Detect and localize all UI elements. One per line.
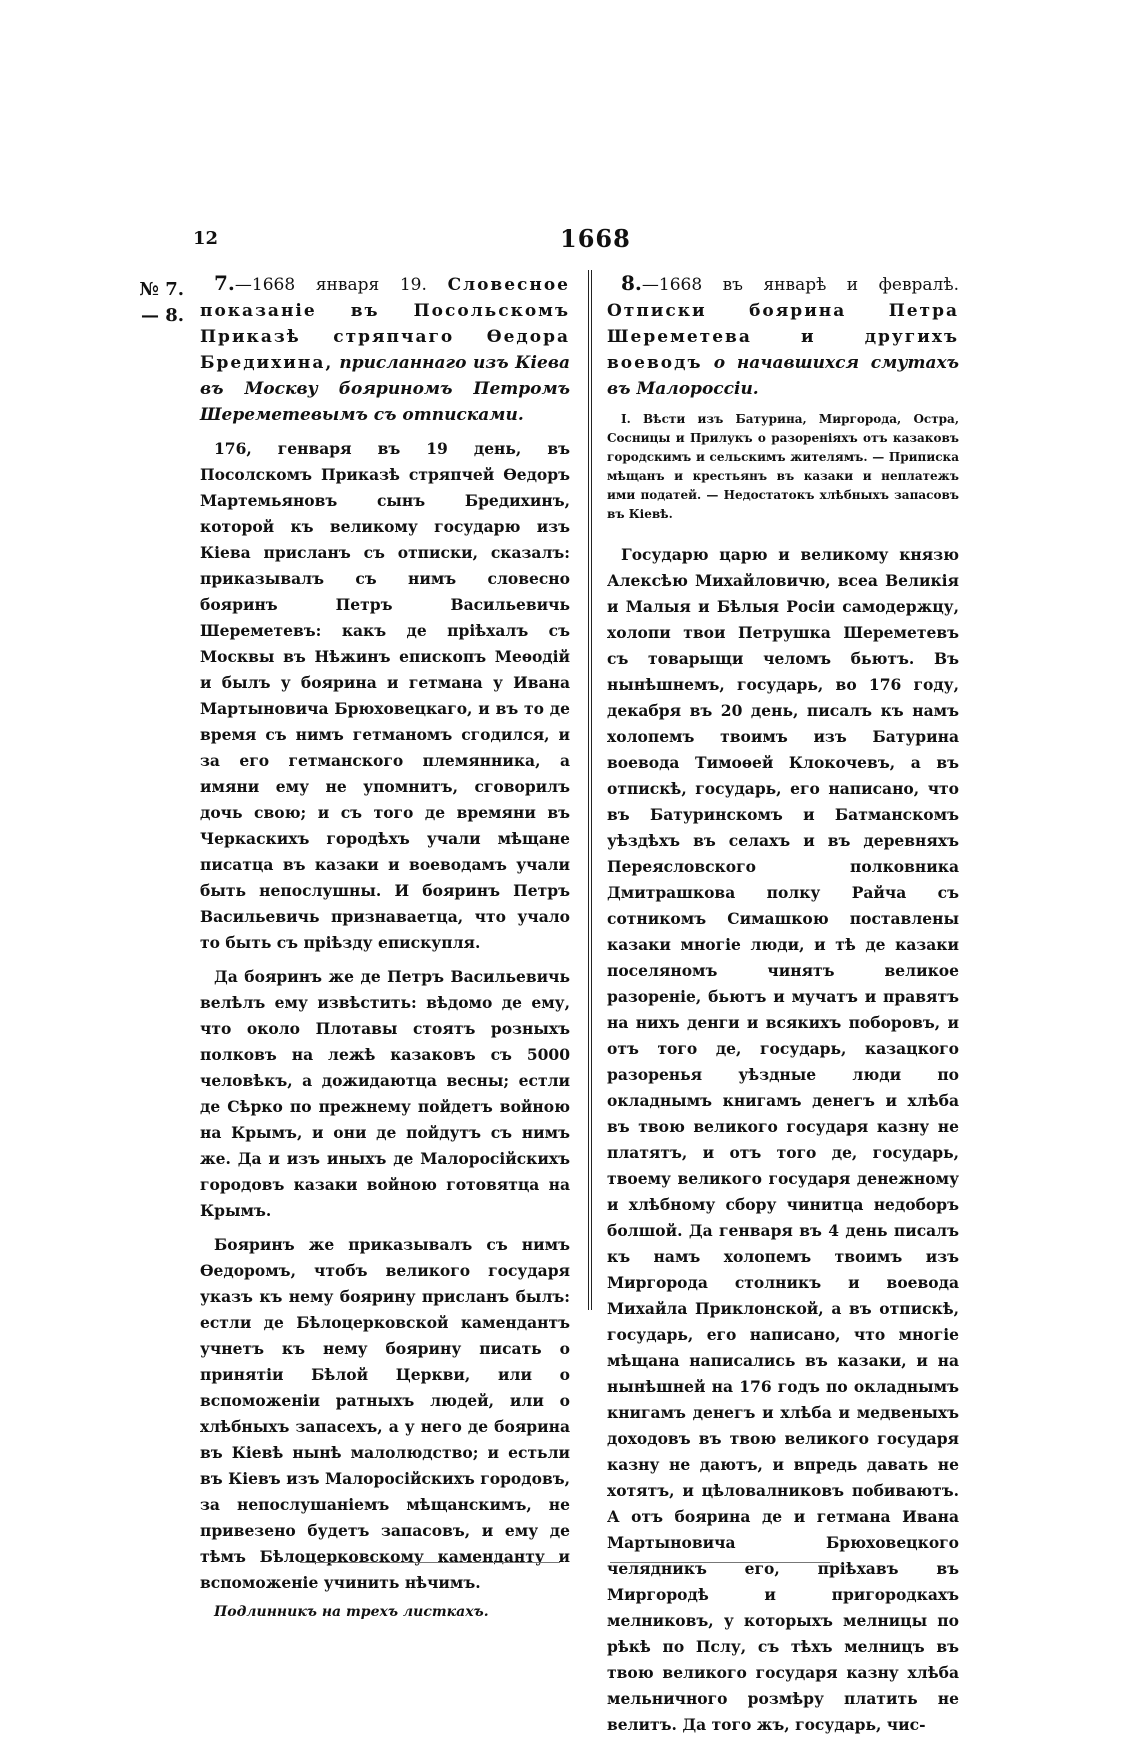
document-8-summary: I. Вѣсти изъ Батурина, Миргорода, Остра, Сосницы и Прилукъ о разореніяхъ отъ казаковъ городскимъ и сельскимъ жителямъ. — Приписка мѣщанъ и крестьянъ въ казаки и неплатежъ ими податей. — Недостатокъ хлѣбныхъ запасовъ въ Кіевѣ. <box>607 412 959 521</box>
left-column <box>200 270 570 1634</box>
document-7-title: Словесное показаніе въ Посольскомъ Приказѣ стряпчаго Ѳедора Бредихина, <box>200 275 570 373</box>
document-7-heading <box>200 270 570 428</box>
page-number: 12 <box>193 228 219 249</box>
margin-ref-line-2: — 8. <box>140 305 184 326</box>
document-8-heading <box>607 270 959 402</box>
document-7-source-note: Подлинникъ на трехъ листкахъ. <box>214 1604 489 1620</box>
document-8-title-italic: о начавшихся смутахъ въ Малороссіи. <box>607 353 959 399</box>
document-8-number: 8. <box>621 271 642 295</box>
margin-ref-line-1: № 7. <box>139 279 184 300</box>
document-7-number: 7. <box>214 271 235 295</box>
year-header: 1668 <box>560 224 631 253</box>
bottom-rule-right <box>610 1562 830 1563</box>
document-8-title: Отписки боярина Петра Шереметева и другихъ воеводъ <box>607 301 959 373</box>
document-7-paragraph-1: 176, генваря въ 19 день, въ Посолскомъ Приказѣ стряпчей Ѳедоръ Мартемьяновъ сынъ Бредихинъ, которой къ великому государю изъ Кіева присланъ съ отписки, сказалъ: приказывалъ съ нимъ словесно бояринъ Петръ Васильевичь Шереметевъ: какъ де пріѣхалъ съ Москвы въ Нѣжинъ епископъ Меѳодій и былъ у боярина и гетмана у Ивана Мартыновича Брюховецкаго, и въ то де время съ нимъ гетманомъ сгодился, и за его гетманского племянника, а имяни ему не упомнитъ, сговорилъ дочь свою; и съ того де времяни въ Черкаскихъ городѣхъ учали мѣщане писатца въ казаки и воеводамъ учали быть непослушны. И бояринъ Петръ Васильевичь признаваетца, что учало то быть съ пріѣзду епискупля. <box>200 439 570 952</box>
document-7-paragraph-2: Да бояринъ же де Петръ Васильевичь велѣлъ ему извѣстить: вѣдомо де ему, что около Плотавы стоятъ розныхъ полковъ на лежѣ казаковъ съ 5000 человѣкъ, а дожидаютца весны; естли де Сѣрко по прежнему пойдетъ войною на Крымъ, и они де пойдутъ съ нимъ же. Да и изъ иныхъ де Малоросійскихъ городовъ казаки войною готовятца на Крымъ. <box>200 967 570 1220</box>
column-divider <box>588 270 592 1310</box>
right-column <box>607 270 959 1746</box>
document-8-paragraph: Государю царю и великому князю Алексѣю Михайловичю, всеа Великія и Малыя и Бѣлыя Росіи самодержцу, холопи твои Петрушка Шереметевъ съ товарыщи челомъ бьютъ. Въ нынѣшнемъ, государь, во 176 году, декабря въ 20 день, писалъ къ намъ холопемъ твоимъ изъ Батурина воевода Тимоѳей Клокочевъ, а въ отпискѣ, государь, его написано, что въ Батуринскомъ и Батманскомъ уѣздѣхъ въ селахъ и въ деревняхъ Переясловского полковника Дмитрашкова полку Райча съ сотникомъ Симашкою поставлены казаки многіе люди, и тѣ де казаки поселяномъ чинятъ великое разореніе, бьютъ и мучатъ и правятъ на нихъ денги и всякихъ поборовъ, и отъ того де, государь, казацкого разоренья уѣздные люди по окладнымъ книгамъ денегъ и хлѣба въ твою великого государя казну не платятъ, и отъ того де, государь, твоему великого государя денежному и хлѣбному сбору чинитца недоборъ болшой. Да генваря въ 4 день писалъ къ намъ холопемъ твоимъ изъ Миргорода столникъ и воевода Михайла Приклонской, а въ отпискѣ, государь, его написано, что многіе мѣщана написались въ казаки, и на нынѣшней на 176 годъ по окладнымъ книгамъ денегъ и хлѣба и медвеныхъ доходовъ въ твою великого государя казну не даютъ, и впредь давать не хотятъ, и цѣловалниковъ побиваютъ. А отъ боярина де и гетмана Ивана Мартыновича Брюховецкого челядникъ его, пріѣхавъ въ Миргородѣ и пригородкахъ мелниковъ, у которыхъ мелницы по рѣкѣ по Пслу, съ тѣхъ мелницъ въ твою великого государя казну хлѣба мельничного розмѣру платить не велитъ. Да того жъ, государь, чис- <box>607 545 959 1734</box>
document-7-title-italic: присланнаго изъ Кіева въ Москву бояриномъ Петромъ Шереметевымъ съ отписками. <box>200 353 570 425</box>
document-8-date: —1668 въ январѣ и февралѣ. <box>641 275 959 295</box>
document-7-date: —1668 января 19. <box>234 275 427 295</box>
margin-reference <box>128 277 184 329</box>
bottom-rule-left <box>300 1562 560 1563</box>
document-7-paragraph-3: Бояринъ же приказывалъ съ нимъ Ѳедоромъ, чтобъ великого государя указъ къ нему боярину присланъ былъ: естли де Бѣлоцерковской камендантъ учнетъ къ нему боярину писать о принятіи Бѣлой Церкви, или о вспоможеніи ратныхъ людей, или о хлѣбныхъ запасехъ, а у него де боярина въ Кіевѣ нынѣ малолюдство; и естьли въ Кіевъ изъ Малоросійскихъ городовъ, за непослушаніемъ мѣщанскимъ, не привезено будетъ запасовъ, и ему де тѣмъ Бѣлоцерковскому каменданту и вспоможеніе учинить нѣчимъ. <box>200 1235 570 1592</box>
